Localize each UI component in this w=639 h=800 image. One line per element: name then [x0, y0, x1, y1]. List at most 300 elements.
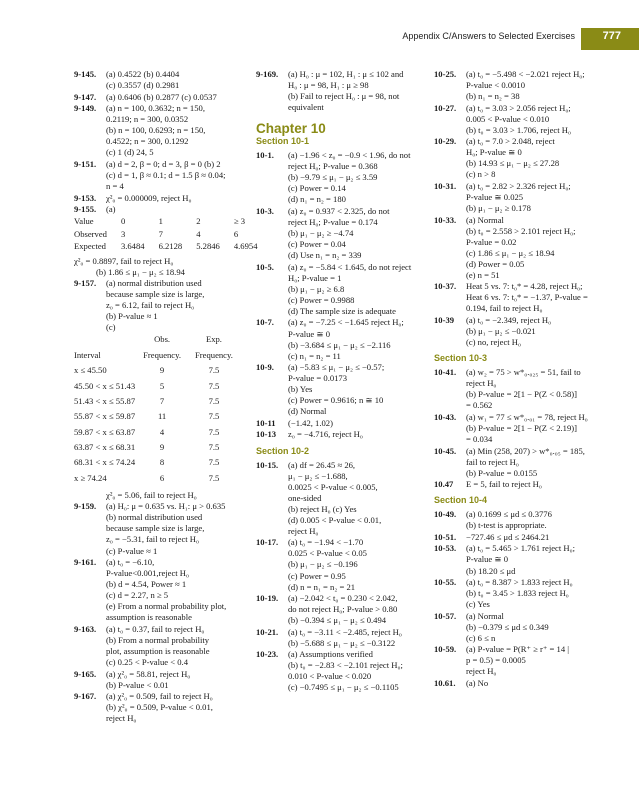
exercise-number: 9-151. [74, 158, 97, 169]
table-cell: 2 [196, 216, 201, 227]
page-number: 777 [602, 30, 621, 42]
exercise-number: 10-1. [256, 150, 274, 161]
answer-line: (a) 0.4522 (b) 0.4404 [106, 69, 180, 79]
answer-line: (b) χ²₀ = 0.509, P-value < 0.01, [106, 702, 213, 713]
table-cell: 7.5 [208, 426, 220, 437]
answer-line: (e) n = 51 [466, 269, 500, 280]
table-cell: 59.87 < x ≤ 63.87 [74, 426, 136, 437]
table-cell: 7 [159, 395, 165, 406]
answer-line: μ₁ − μ₂ ≤ −1.688, [288, 470, 348, 481]
chapter-heading: Chapter 10 [256, 121, 326, 137]
exercise-number: 10-45. [434, 445, 457, 456]
table-cell: Expected [74, 241, 106, 252]
answer-line: z₀ = −4.716, reject H₀ [288, 429, 363, 440]
answer-line: (b) P-value = 2[1 − P(Z < 2.19)] [466, 422, 577, 433]
answer-line: (d) 0.005 < P-value < 0.01, [288, 514, 382, 525]
exercise-9-165 [74, 669, 250, 691]
answer-line: (b) −3.684 ≤ μ₁ − μ₂ ≤ −2.116 [288, 339, 391, 350]
exercise-9-147 [74, 92, 250, 103]
answer-line: (b) −0.379 ≤ μd ≤ 0.349 [466, 621, 549, 632]
answer-line: (b) normal distribution used [106, 512, 203, 523]
exercise-10-57 [434, 611, 604, 644]
interval-frequency-table [74, 334, 247, 488]
exercise-9-159 [74, 501, 250, 556]
answer-line: (b) 1.86 ≤ μ₁ − μ₂ ≤ 18.94 [96, 267, 185, 278]
answer-line: reject H₀; P-value = 0.368 [288, 161, 378, 172]
exercise-10-15 [256, 460, 424, 537]
answer-line: (b) −9.79 ≤ μ₁ − μ₂ ≤ 3.59 [288, 172, 378, 183]
answer-line: reject H₀ [466, 378, 497, 389]
exercise-number: 10-15. [256, 459, 279, 470]
exercise-number: 10-3. [256, 206, 274, 217]
answer-line: (c) Power = 0.95 [288, 570, 346, 581]
answer-line: H₀; P-value ≅ 0 [466, 147, 522, 158]
answer-line: (b) t₀ = 2.558 > 2.101 reject H₀; [466, 225, 576, 236]
table-cell: 7 [158, 228, 163, 239]
exercise-number: 10-43. [434, 411, 457, 422]
answer-line: P-value ≅ 0 [466, 554, 509, 565]
answer-line: (a) Normal [466, 610, 504, 621]
answer-line: (a) H₀: μ = 0.635 vs. H₁: μ > 0.635 [106, 501, 226, 512]
exercise-10-45 [434, 446, 604, 479]
answer-line: reject H₀ [106, 713, 137, 724]
table-row [74, 365, 247, 380]
exercise-number: 10-31. [434, 180, 457, 191]
exercise-10-53 [434, 543, 604, 576]
exercise-number: 9-147. [74, 91, 97, 102]
answer-line: (a) t₀ = 3.03 > 2.056 reject H₀; [466, 102, 571, 113]
answer-line: (c) Power = 0.9616; n ≅ 10 [288, 395, 384, 406]
exercise-number: 9-165. [74, 668, 97, 679]
answer-line: (c) n > 8 [466, 169, 496, 180]
answer-line: (a) n = 100, 0.3632; n = 150, [106, 103, 205, 114]
exercise-number: 10-21. [256, 626, 279, 637]
answer-line: (a) z₀ = 0.937 < 2.325, do not [288, 206, 390, 217]
exercise-number: 10.61. [434, 677, 456, 688]
answer-line: χ²₀ = 0.8897, fail to reject H₀ [74, 256, 174, 267]
exercise-number: 9-153. [74, 192, 97, 203]
table-cell: 4 [159, 426, 165, 437]
section-heading: Section 10-1 [256, 136, 310, 147]
answer-line: Heat 5 vs. 7: t₀* = 4.28, reject H₀; [466, 281, 583, 292]
exercise-number: 9-157. [74, 278, 97, 289]
table-row [74, 216, 272, 229]
answer-line: (a) Min (258, 207) > w*₀.₀₅ = 185, [466, 445, 585, 456]
exercise-9-167 [74, 691, 250, 724]
table-cell: 7.5 [208, 457, 220, 468]
answer-line: (a) t₀ = −1.94 < −1.70 [288, 537, 364, 548]
exercise-number: 9-149. [74, 103, 97, 114]
answer-line: reject H₀ [466, 666, 497, 677]
table-row [74, 229, 272, 242]
answer-line: (c) 0.25 < P-value < 0.4 [106, 656, 189, 667]
answer-line: (−1.42, 1.02) [288, 417, 333, 428]
answer-line: (c) d = 1, β ≈ 0.1; d = 1.5 β ≈ 0.04; [106, 169, 226, 180]
table-cell: 7.5 [208, 395, 220, 406]
exercise-10-9 [256, 362, 424, 417]
answer-line: (b) n₁ = n₂ = 38 [466, 91, 520, 102]
answer-line: H₀ : μ = 98, H₁ : μ ≥ 98 [288, 80, 369, 91]
answer-line: n = 4 [106, 180, 124, 191]
answer-line: (c) 1 (d) 24, 5 [106, 147, 154, 158]
table-row [74, 457, 247, 472]
answer-line: (b) d = 4.54, Power ≈ 1 [106, 579, 187, 590]
table-row [74, 442, 247, 457]
section-heading: Section 10-4 [434, 495, 488, 506]
answer-line: (a) t₀ = 2.82 > 2.326 reject H₀; [466, 180, 571, 191]
table-cell: Exp. [205, 334, 222, 345]
answer-line: (c) 1.86 ≤ μ₁ − μ₂ ≤ 18.94 [466, 247, 555, 258]
table-cell: 7.5 [208, 411, 220, 422]
section-heading: Section 10-3 [434, 353, 488, 364]
answer-line: fail to reject H₀ [466, 456, 519, 467]
answer-line: (b) μ₁ − μ₂ ≤ −0.021 [466, 326, 536, 337]
answer-line: (a) −1.96 < z₀ = −0.9 < 1.96, do not [288, 150, 411, 161]
table-cell: 9 [159, 442, 165, 453]
answer-line: (c) n₁ = n₂ = 11 [288, 350, 341, 361]
table-cell: 0 [120, 216, 126, 227]
table-cell: 6 [233, 228, 239, 239]
answer-line: (b) −0.394 ≤ μ₁ − μ₂ ≤ 0.494 [288, 615, 387, 626]
exercise-10-21 [256, 627, 424, 649]
exercise-10-43 [434, 412, 604, 445]
answer-line: P-value ≅ 0 [288, 328, 331, 339]
table-row [74, 350, 247, 365]
exercise-10-27 [434, 103, 604, 136]
exercise-number: 9-169. [256, 69, 279, 79]
table-cell: 1 [158, 216, 163, 227]
table-cell: 11 [157, 411, 167, 422]
exercise-number: 10-57. [434, 610, 457, 621]
answer-line: (a) t₀ = 8.387 > 1.833 reject H₀ [466, 577, 573, 588]
exercise-number: 10-49. [434, 509, 457, 520]
exercise-9-153 [74, 193, 250, 204]
answer-line: (b) n = 100, 0.6293; n = 150, [106, 125, 206, 136]
table-cell: 6.2128 [158, 241, 183, 252]
exercise-number: 10-29. [434, 136, 457, 147]
exercise-number: 10-41. [434, 367, 457, 378]
table-row [74, 334, 247, 349]
answer-line: 0.2119; n = 300, 0.0352 [106, 114, 189, 125]
answer-line: P-value<0.001,reject H₀ [106, 568, 190, 579]
exercise-10-3 [256, 206, 424, 261]
answer-line: (d) The sample size is adequate [288, 305, 396, 316]
answer-line: (a) [106, 204, 116, 215]
answer-line: (b) μ₁ − μ₂ ≥ −4.74 [288, 228, 354, 239]
answer-line: (b) 18.20 ≤ μd [466, 565, 516, 576]
table-cell: 63.87 < x ≤ 68.31 [74, 442, 136, 453]
answer-line: (b) P-value = 0.0155 [466, 467, 538, 478]
table-cell: 7.5 [208, 442, 220, 453]
exercise-number: 10.47 [434, 479, 454, 490]
exercise-10-51 [434, 532, 604, 543]
exercise-10-37 [434, 281, 604, 314]
exercise-number: 10-13 [256, 429, 277, 440]
table-row [74, 411, 247, 426]
answer-line: (a) Assumptions verified [288, 649, 373, 660]
answer-line: 0.010 < P-value < 0.020 [288, 671, 372, 682]
answer-line: (a) z₀ = −7.25 < −1.645 reject H₀; [288, 317, 404, 328]
exercise-10-31 [434, 181, 604, 214]
answer-line: (b) P-value < 0.01 [106, 679, 169, 690]
answer-line: because sample size is large, [106, 523, 205, 534]
answer-line: (c) Power = 0.14 [288, 183, 346, 194]
answer-line: assumption is reasonable [106, 612, 192, 623]
exercise-9-155-result [74, 256, 250, 278]
table-cell: 4 [196, 228, 201, 239]
exercise-10-29 [434, 136, 604, 180]
column-1 [74, 69, 258, 725]
answer-line: (b) Yes [288, 384, 313, 395]
answer-line: P-value = 0.0173 [288, 373, 348, 384]
answer-line: (a) w₂ = 75 > w*₀.₀₂₅ = 51, fail to [466, 367, 581, 378]
answer-line: (c) Power = 0.9988 [288, 294, 355, 305]
answer-line: (d) Use n₁ = n₂ = 339 [288, 250, 362, 261]
answer-line: (b) P-value = 2[1 − P(Z < 0.58)] [466, 389, 577, 400]
answer-line: (a) t₀ = −3.11 < −2.485, reject H₀ [288, 626, 402, 637]
answer-line: plot, assumption is reasonable [106, 645, 210, 656]
exercise-9-149 [74, 103, 250, 158]
table-cell: 55.87 < x ≤ 59.87 [74, 411, 136, 422]
table-cell: 3 [120, 228, 126, 239]
exercise-number: 9-167. [74, 691, 97, 702]
answer-line: (a) P-value = P(R⁺ ≥ r⁺ = 14 | [466, 644, 570, 655]
answer-line: z₀ = −5.31, fail to reject H₀ [106, 534, 199, 545]
answer-line: reject H₀ [288, 525, 319, 536]
answer-line: (b) reject H₀ (c) Yes [288, 503, 357, 514]
answer-line: (a) −5.83 ≤ μ₁ − μ₂ ≤ −0.57; [288, 362, 385, 373]
answer-line: do not reject H₀; P-value > 0.80 [288, 604, 398, 615]
answer-line: = 0.562 [466, 400, 493, 411]
answer-line: because sample size is large, [106, 289, 205, 300]
answer-line: reject H₀; P-value = 0.174 [288, 217, 378, 228]
answer-line: (a) normal distribution used [106, 278, 202, 289]
exercise-number: 10-9. [256, 362, 274, 373]
table-cell: 68.31 < x ≤ 74.24 [74, 457, 136, 468]
table-cell: Obs. [154, 334, 171, 345]
exercise-10-11 [256, 418, 424, 429]
exercise-number: 10-37. [434, 281, 457, 292]
table-cell: ≥ 3 [233, 216, 246, 227]
answer-line: 0.4522; n = 300, 0.1292 [106, 136, 189, 147]
answer-line: P-value ≅ 0.025 [466, 192, 524, 203]
answer-line: 0.0025 < P-value < 0.005, [288, 481, 378, 492]
answer-line: (c) 6 ≤ n [466, 632, 496, 643]
answer-line: P-value < 0.0010 [466, 80, 526, 91]
section-heading: Section 10-2 [256, 445, 310, 456]
answer-line: (b) t₀ = 3.45 > 1.833 reject H₀ [466, 588, 569, 599]
column-2 [256, 69, 424, 694]
exercise-number: 10-27. [434, 102, 457, 113]
answer-line: E = 5, fail to reject H₀ [466, 479, 542, 490]
exercise-9-157-result [74, 490, 250, 501]
exercise-10-23 [256, 649, 424, 693]
table-cell: Observed [74, 228, 107, 239]
table-row [74, 381, 247, 396]
table-cell: 3.6484 [120, 241, 145, 252]
exercise-number: 10-39 [434, 315, 455, 326]
answer-line: (b) Fail to reject H₀ : μ = 98, not [288, 91, 400, 102]
answer-line: (c) Power = 0.04 [288, 239, 346, 250]
exercise-9-145 [74, 69, 250, 91]
exercise-number: 10-53. [434, 543, 457, 554]
exercise-10-41 [434, 367, 604, 411]
answer-line: (a) t₀ = 7.0 > 2.048, reject [466, 136, 555, 147]
answer-line: (b) −5.688 ≤ μ₁ − μ₂ ≤ −0.3122 [288, 637, 396, 648]
answer-line: (b) t₀ = 3.03 > 1.706, reject H₀ [466, 124, 571, 135]
exercise-number: 10-23. [256, 649, 279, 660]
answer-line: (a) −2.042 < t₀ = 0.230 < 2.042, [288, 593, 398, 604]
answer-line: p = 0.5) = 0.0005 [466, 655, 526, 666]
answer-line: (a) t₀ = −6.10, [106, 557, 155, 568]
answer-line: (a) df = 26.45 ≈ 26, [288, 459, 356, 470]
table-cell: Value [74, 216, 94, 227]
table-cell: 7.5 [208, 472, 220, 483]
answer-line: one-sided [288, 492, 322, 503]
answer-line: χ²₀ = 0.000009, reject H₀ [106, 192, 192, 203]
answer-line: equivalent [288, 102, 324, 113]
table-cell: Interval [74, 349, 101, 360]
table-cell: 7.5 [208, 380, 220, 391]
answer-line: (b) μ₁ − μ₂ ≤ −0.196 [288, 559, 358, 570]
exercise-9-169 [256, 69, 424, 113]
table-cell: 45.50 < x ≤ 51.43 [74, 380, 136, 391]
answer-line: (a) t₀ = 0.37, fail to reject H₀ [106, 623, 205, 634]
answer-line: (a) Normal [466, 214, 504, 225]
exercise-10-7 [256, 317, 424, 361]
answer-line: (d) Power = 0.05 [466, 258, 525, 269]
answer-line: P-value = 0.02 [466, 236, 517, 247]
table-cell: 8 [159, 457, 165, 468]
answer-line: Heat 6 vs. 7: t₀* = −1.37, P-value = [466, 292, 588, 303]
exercise-10-59 [434, 644, 604, 677]
answer-line: (a) w₁ = 77 ≤ w*₀.₀₁ = 78, reject H₀ [466, 411, 588, 422]
exercise-9-163 [74, 624, 250, 668]
exercise-10-33 [434, 215, 604, 281]
exercise-10-17 [256, 537, 424, 592]
exercise-number: 9-159. [74, 501, 97, 512]
exercise-number: 10-17. [256, 537, 279, 548]
answer-line: (a) H₀ : μ = 102, H₁ : μ ≤ 102 and [288, 69, 404, 79]
table-row [74, 241, 272, 254]
answer-line: (c) Yes [466, 599, 490, 610]
answer-line: (b) t-test is appropriate. [466, 520, 547, 531]
answer-line: (b) μ₁ − μ₂ ≥ 0.178 [466, 203, 531, 214]
answer-line: (a) t₀ = −5.498 < −2.021 reject H₀; [466, 69, 585, 79]
answer-line: (a) t₀ = −2.349, reject H₀ [466, 315, 552, 326]
exercise-number: 10-11 [256, 417, 276, 428]
answer-line: (b) μ₁ − μ₂ ≥ 6.8 [288, 283, 345, 294]
answer-line: χ²₀ = 5.06, fail to reject H₀ [106, 490, 197, 501]
answer-line: (a) z₀ = −5.84 < 1.645, do not reject [288, 261, 412, 272]
answer-line: (c) −0.7495 ≤ μ₁ − μ₂ ≤ −0.1105 [288, 682, 399, 693]
answer-line: H₀; P-value = 1 [288, 272, 342, 283]
exercise-10-1 [256, 150, 424, 205]
exercise-10-5 [256, 262, 424, 317]
answer-line: (c) no, reject H₀ [466, 337, 522, 348]
answer-line: (b) t₀ = −2.83 < −2.101 reject H₀; [288, 660, 403, 671]
table-row [74, 396, 247, 411]
answer-line: (d) Normal [288, 406, 327, 417]
table-cell: x ≥ 74.24 [74, 472, 107, 483]
answer-line: = 0.034 [466, 434, 493, 444]
table-cell: 4.6954 [233, 241, 258, 252]
table-cell: 5.2846 [196, 241, 220, 252]
table-row [74, 427, 247, 442]
answer-line: (a) 0.1699 ≤ μd ≤ 0.3776 [466, 509, 552, 520]
exercise-10-19 [256, 593, 424, 626]
exercise-number: 10-25. [434, 69, 457, 79]
answer-line: 0.025 < P-value < 0.05 [288, 548, 367, 559]
exercise-number: 10-33. [434, 214, 457, 225]
answer-line: (a) 0.6406 (b) 0.2877 (c) 0.0537 [106, 91, 217, 102]
table-cell: 7.5 [208, 365, 220, 376]
answer-line: (c) [106, 322, 116, 333]
answer-line: (a) χ²₀ = 0.509, fail to reject H₀ [106, 691, 213, 702]
answer-line: (a) d = 2, β = 0; d = 3, β = 0 (b) 2 [106, 158, 221, 169]
answer-line: (d) n = n₁ = n₂ = 21 [288, 581, 356, 592]
exercise-10-13 [256, 429, 424, 440]
answer-line: −727.46 ≤ μd ≤ 2464.21 [466, 531, 550, 542]
answer-line: 0.005 < P-value < 0.010 [466, 113, 550, 124]
answer-line: z₀ = 6.12, fail to reject H₀ [106, 300, 195, 311]
table-cell: 51.43 < x ≤ 55.87 [74, 395, 136, 406]
exercise-10-61 [434, 678, 604, 689]
table-cell: x ≤ 45.50 [74, 365, 107, 376]
answer-line: (c) d = 2.27, n ≥ 5 [106, 590, 169, 601]
table-cell: 6 [159, 472, 165, 483]
table-cell: Frequency. [143, 349, 182, 360]
answer-line: (b) From a normal probability [106, 634, 210, 645]
answer-line: (b) 14.93 ≤ μ₁ − μ₂ ≤ 27.28 [466, 158, 560, 169]
table-row [74, 473, 247, 488]
answer-line: (c) 0.3557 (d) 0.2981 [106, 80, 180, 91]
exercise-number: 10-55. [434, 577, 457, 588]
exercise-10-55 [434, 577, 604, 610]
answer-line: 0.194, fail to reject H₀ [466, 303, 543, 314]
exercise-9-157 [74, 278, 250, 333]
exercise-number: 10-19. [256, 593, 279, 604]
exercise-10-39 [434, 315, 604, 348]
table-cell: Frequency. [195, 349, 233, 360]
answer-line: (a) χ²₀ = 58.81, reject H₀ [106, 668, 191, 679]
exercise-9-161 [74, 557, 250, 623]
table-cell: 9 [159, 365, 165, 376]
exercise-number: 9-161. [74, 557, 97, 568]
exercise-number: 9-145. [74, 69, 97, 79]
table-cell: 5 [159, 380, 165, 391]
exercise-number: 9-155. [74, 204, 97, 215]
answer-line: (e) From a normal probability plot, [106, 601, 227, 612]
exercise-number: 10-59. [434, 644, 457, 655]
frequency-table [74, 216, 272, 254]
answer-line: (b) P-value ≈ 1 [106, 311, 158, 322]
exercise-10-49 [434, 509, 604, 531]
answer-line: (a) No [466, 677, 489, 688]
exercise-number: 10-51. [434, 531, 457, 542]
exercise-number: 10-5. [256, 261, 274, 272]
exercise-number: 9-163. [74, 623, 97, 634]
answer-line: (d) n₁ = n₂ = 180 [288, 194, 346, 205]
exercise-9-151 [74, 159, 250, 192]
running-head: Appendix C/Answers to Selected Exercises [402, 31, 575, 41]
answer-line: (c) P-value ≈ 1 [106, 545, 158, 556]
column-3 [434, 69, 604, 690]
exercise-number: 10-7. [256, 317, 274, 328]
exercise-9-155 [74, 204, 250, 215]
table-cell [74, 334, 143, 349]
exercise-10-47 [434, 479, 604, 490]
